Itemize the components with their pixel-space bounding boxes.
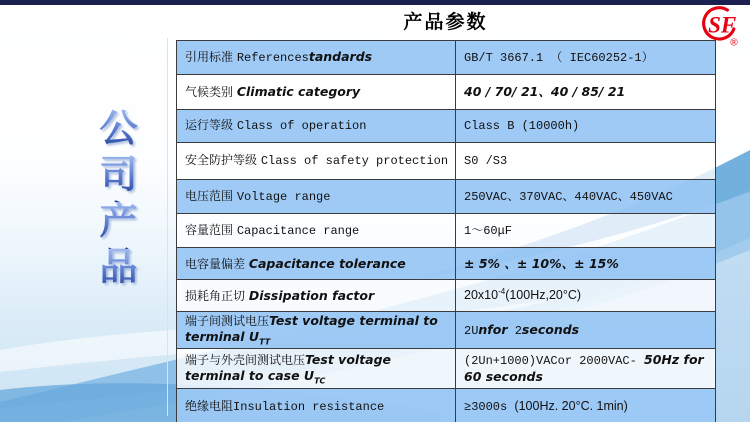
vertical-banner-text: 公司产品 [88,108,143,318]
spec-label-cell [177,248,456,280]
text-part: 电容量偏差 [185,256,249,271]
text-part: Test voltage terminal to terminal U [185,313,438,344]
spec-label-cell [177,143,456,180]
spec-value-cell [456,214,716,248]
spec-value-cell [456,180,716,214]
table-row [177,214,716,248]
spec-label-cell [177,110,456,143]
text-part: 2U [464,323,479,338]
table-row [177,389,716,422]
text-part: ± 5% 、± 10%、± 15% [464,255,619,271]
text-part: Insulation resistance [233,399,385,414]
text-part: 40 / 70/ 21、40 / 85/ 21 [464,84,626,99]
table-row [177,110,716,143]
text-part: S0 /S3 [464,154,508,168]
spec-value-cell [456,389,716,422]
text-part: TT [259,337,271,347]
table-row [177,248,716,280]
table-row [177,349,716,389]
text-part: Class B (10000h) [464,119,580,133]
spec-label-cell [177,280,456,312]
spec-value-cell [456,349,716,389]
text-part: Test voltage terminal to case U [185,351,392,383]
text-part: nfor [478,321,508,337]
spec-label-cell [177,180,456,214]
spec-value-cell [456,143,716,180]
spec-value-cell [456,280,716,312]
text-part: 绝缘电阻 [185,398,234,413]
text-part: 端子间测试电压 [185,314,270,328]
text-part: Class of safety protection [260,154,449,168]
spec-table-body [177,41,716,422]
spec-value-cell [456,312,716,349]
text-part: 2 [507,323,522,338]
divider-line [167,38,168,416]
text-part: 250VAC、370VAC、440VAC、450VAC [464,189,673,204]
text-part: (2Un+1000)VACor 2000VAC- [464,354,645,369]
text-part: TC [314,376,326,386]
spec-value-cell [456,75,716,110]
spec-value-cell [456,110,716,143]
page-title: 产品参数 [403,12,488,33]
text-part: Capacitance range [236,223,360,238]
text-part: 电压范围 [185,188,237,203]
text-part: 引用标准 [185,50,237,64]
logo-registered-mark: ® [730,37,738,49]
text-part: Voltage range [236,189,331,204]
text-part: ≥3000s [464,399,515,414]
text-part: 端子与外壳间测试电压 [185,352,306,367]
spec-label-cell [177,312,456,349]
text-part: Capacitance tolerance [248,255,406,271]
table-row [177,143,716,180]
spec-value-cell [456,41,716,75]
text-part: Class of operation [236,119,367,133]
spec-label-cell [177,41,456,75]
sf-logo-icon [698,4,744,52]
text-part: (100Hz,20°C) [505,288,582,303]
spec-label-cell [177,75,456,110]
company-logo [698,4,744,52]
text-part: References [236,51,309,65]
text-part: Dissipation factor [248,287,375,303]
table-row [177,75,716,110]
text-part: 20x10 [464,288,499,303]
text-part: -4 [498,287,506,297]
text-part: tandards [308,49,373,64]
table-row [177,280,716,312]
table-row [177,41,716,75]
spec-table [176,40,716,422]
text-part: 容量范围 [185,222,237,237]
spec-label-cell [177,349,456,389]
spec-value-cell [456,248,716,280]
text-part: 安全防护等级 [185,153,261,167]
text-part: (100Hz. 20°C. 1min) [514,398,628,413]
text-part: 50Hz for 60 seconds [464,352,704,385]
spec-label-cell [177,389,456,422]
table-row [177,180,716,214]
text-part: seconds [521,321,580,337]
top-accent-bar [0,0,750,5]
logo-text: SF [708,12,737,38]
text-part: 运行等级 [185,118,237,132]
text-part: 1～60μF [464,223,513,238]
text-part: Climatic category [236,84,361,99]
table-row [177,312,716,349]
spec-label-cell [177,214,456,248]
text-part: 损耗角正切 [185,288,249,303]
text-part: 气候类别 [185,85,237,99]
text-part: GB/T 3667.1 （ IEC60252-1） [464,50,654,65]
